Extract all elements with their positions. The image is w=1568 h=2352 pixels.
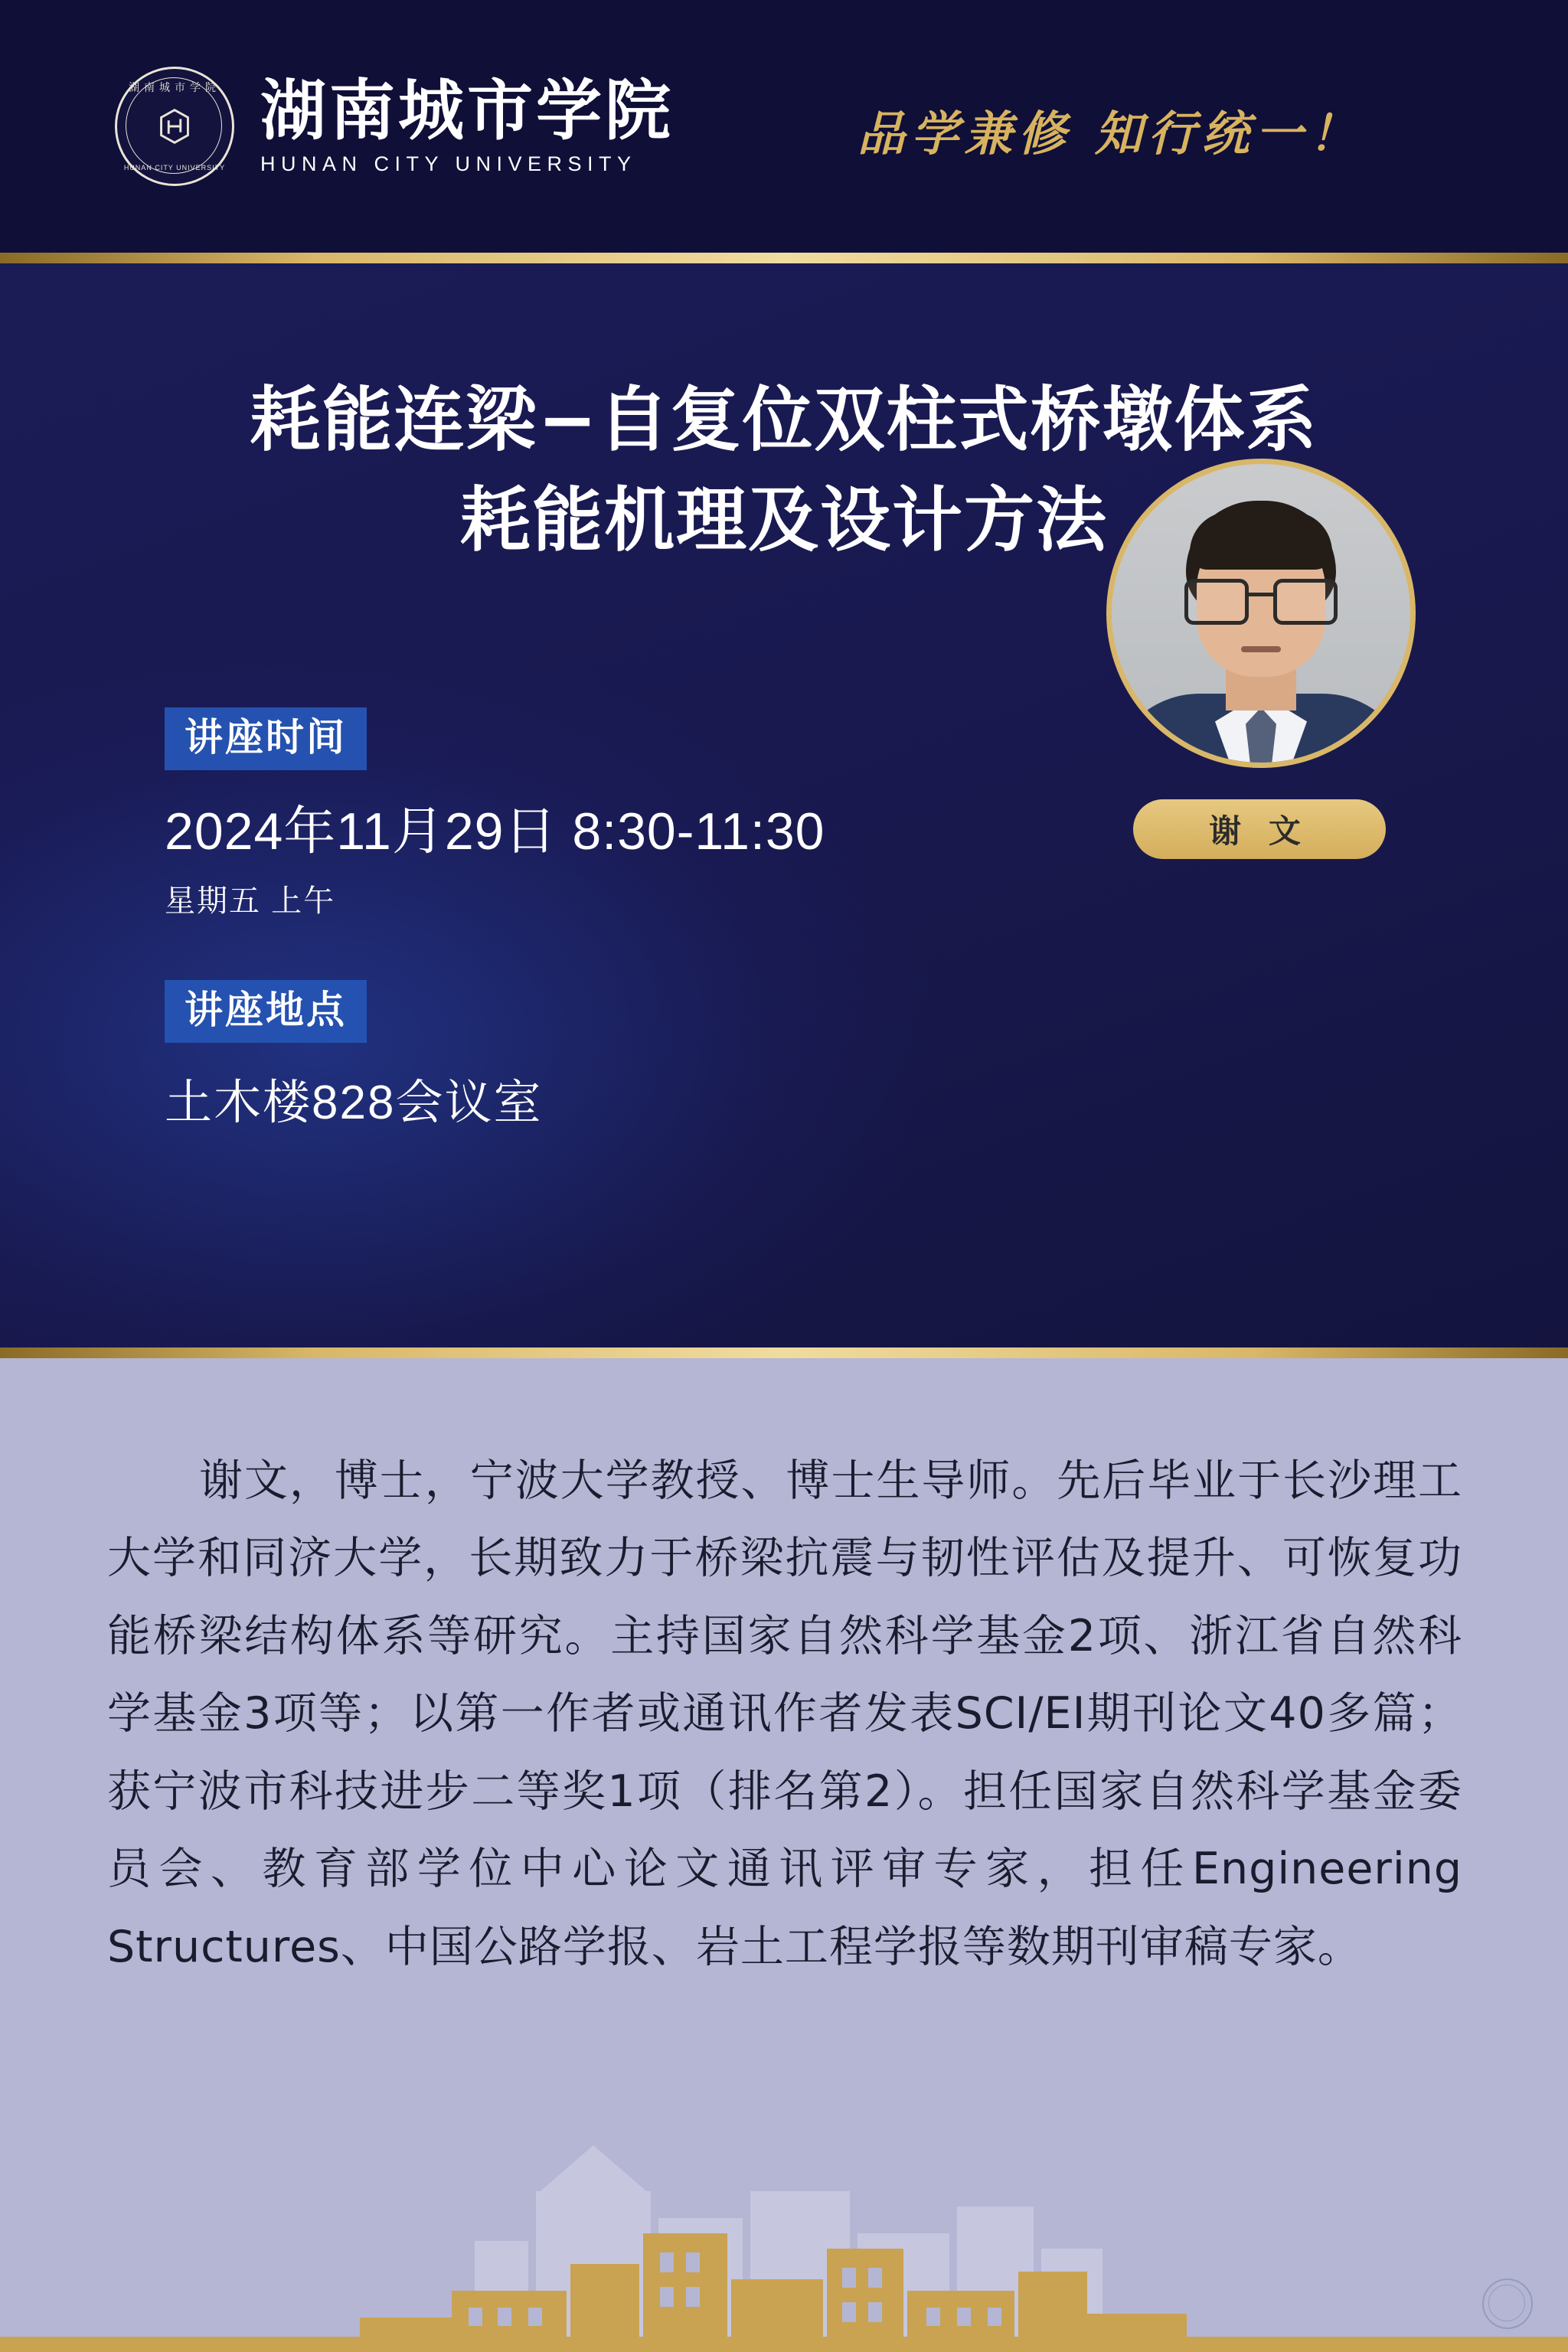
lecture-title-line-2: 耗能机理及设计方法 (459, 479, 1108, 561)
lecture-place-tag: 讲座地点 (165, 980, 367, 1043)
portrait-mouth (1241, 646, 1281, 652)
lecture-place-value: 土木楼828会议室 (165, 1076, 543, 1129)
speaker-portrait (1106, 459, 1416, 768)
lecture-time-tag: 讲座时间 (165, 707, 367, 770)
glasses-lens-left (1184, 579, 1249, 625)
gold-divider-top (0, 253, 1568, 263)
lecture-time-value: 2024年11月29日 8:30-11:30 (165, 802, 825, 861)
seal-bottom-text: HUNAN CITY UNIVERSITY (123, 164, 226, 172)
glasses-lens-right (1273, 579, 1338, 625)
speaker-bio-panel (0, 1358, 1568, 2352)
lecture-panel (0, 263, 1568, 1348)
portrait-fringe (1190, 511, 1332, 570)
speaker-bio-text: 谢文，博士，宁波大学教授、博士生导师。先后毕业于长沙理工大学和同济大学，长期致力于桥梁抗震与韧性评估及提升、可恢复功能桥梁结构体系等研究。主持国家自然科学基金2项、浙江省自然科学基金3项等；以第一作者或通讯作者发表SCI/EI期刊论文40多篇；获宁波市科技进步二等奖1项（排名第2）。担任国家自然科学基金委员会、教育部学位中心论文通讯评审专家，担任Engineering Structures、中国公路学报、岩土工程学报等数期刊审稿专家。 (107, 1455, 1507, 1972)
university-motto: 品学兼修 知行统一！ (858, 106, 1363, 162)
skyline-illustration (0, 2099, 1568, 2352)
speaker-name-plate: 谢 文 (1133, 799, 1386, 859)
university-logo (115, 67, 674, 186)
university-name-block (260, 72, 674, 175)
portrait-glasses-icon (1184, 579, 1338, 619)
university-seal-icon (115, 67, 234, 186)
gold-divider-bottom (0, 1348, 1568, 1358)
lecture-time-sub: 星期五 上午 (165, 884, 336, 918)
lecture-info (165, 707, 1007, 1132)
seal-emblem-icon (151, 103, 198, 150)
footer-seal-inner (1488, 2285, 1525, 2321)
university-name-cn: 湖南城市学院 (260, 72, 674, 150)
seal-top-text: 湖南城市学院 (129, 82, 220, 94)
glasses-bridge (1246, 593, 1276, 596)
info-spacer (165, 920, 1007, 980)
lecture-title-line-1: 耗能连梁−自复位双柱式桥墩体系 (250, 379, 1318, 461)
footer-seal-icon (1482, 2278, 1533, 2329)
university-name-en: HUNAN CITY UNIVERSITY (260, 152, 637, 175)
poster-header (0, 0, 1568, 253)
